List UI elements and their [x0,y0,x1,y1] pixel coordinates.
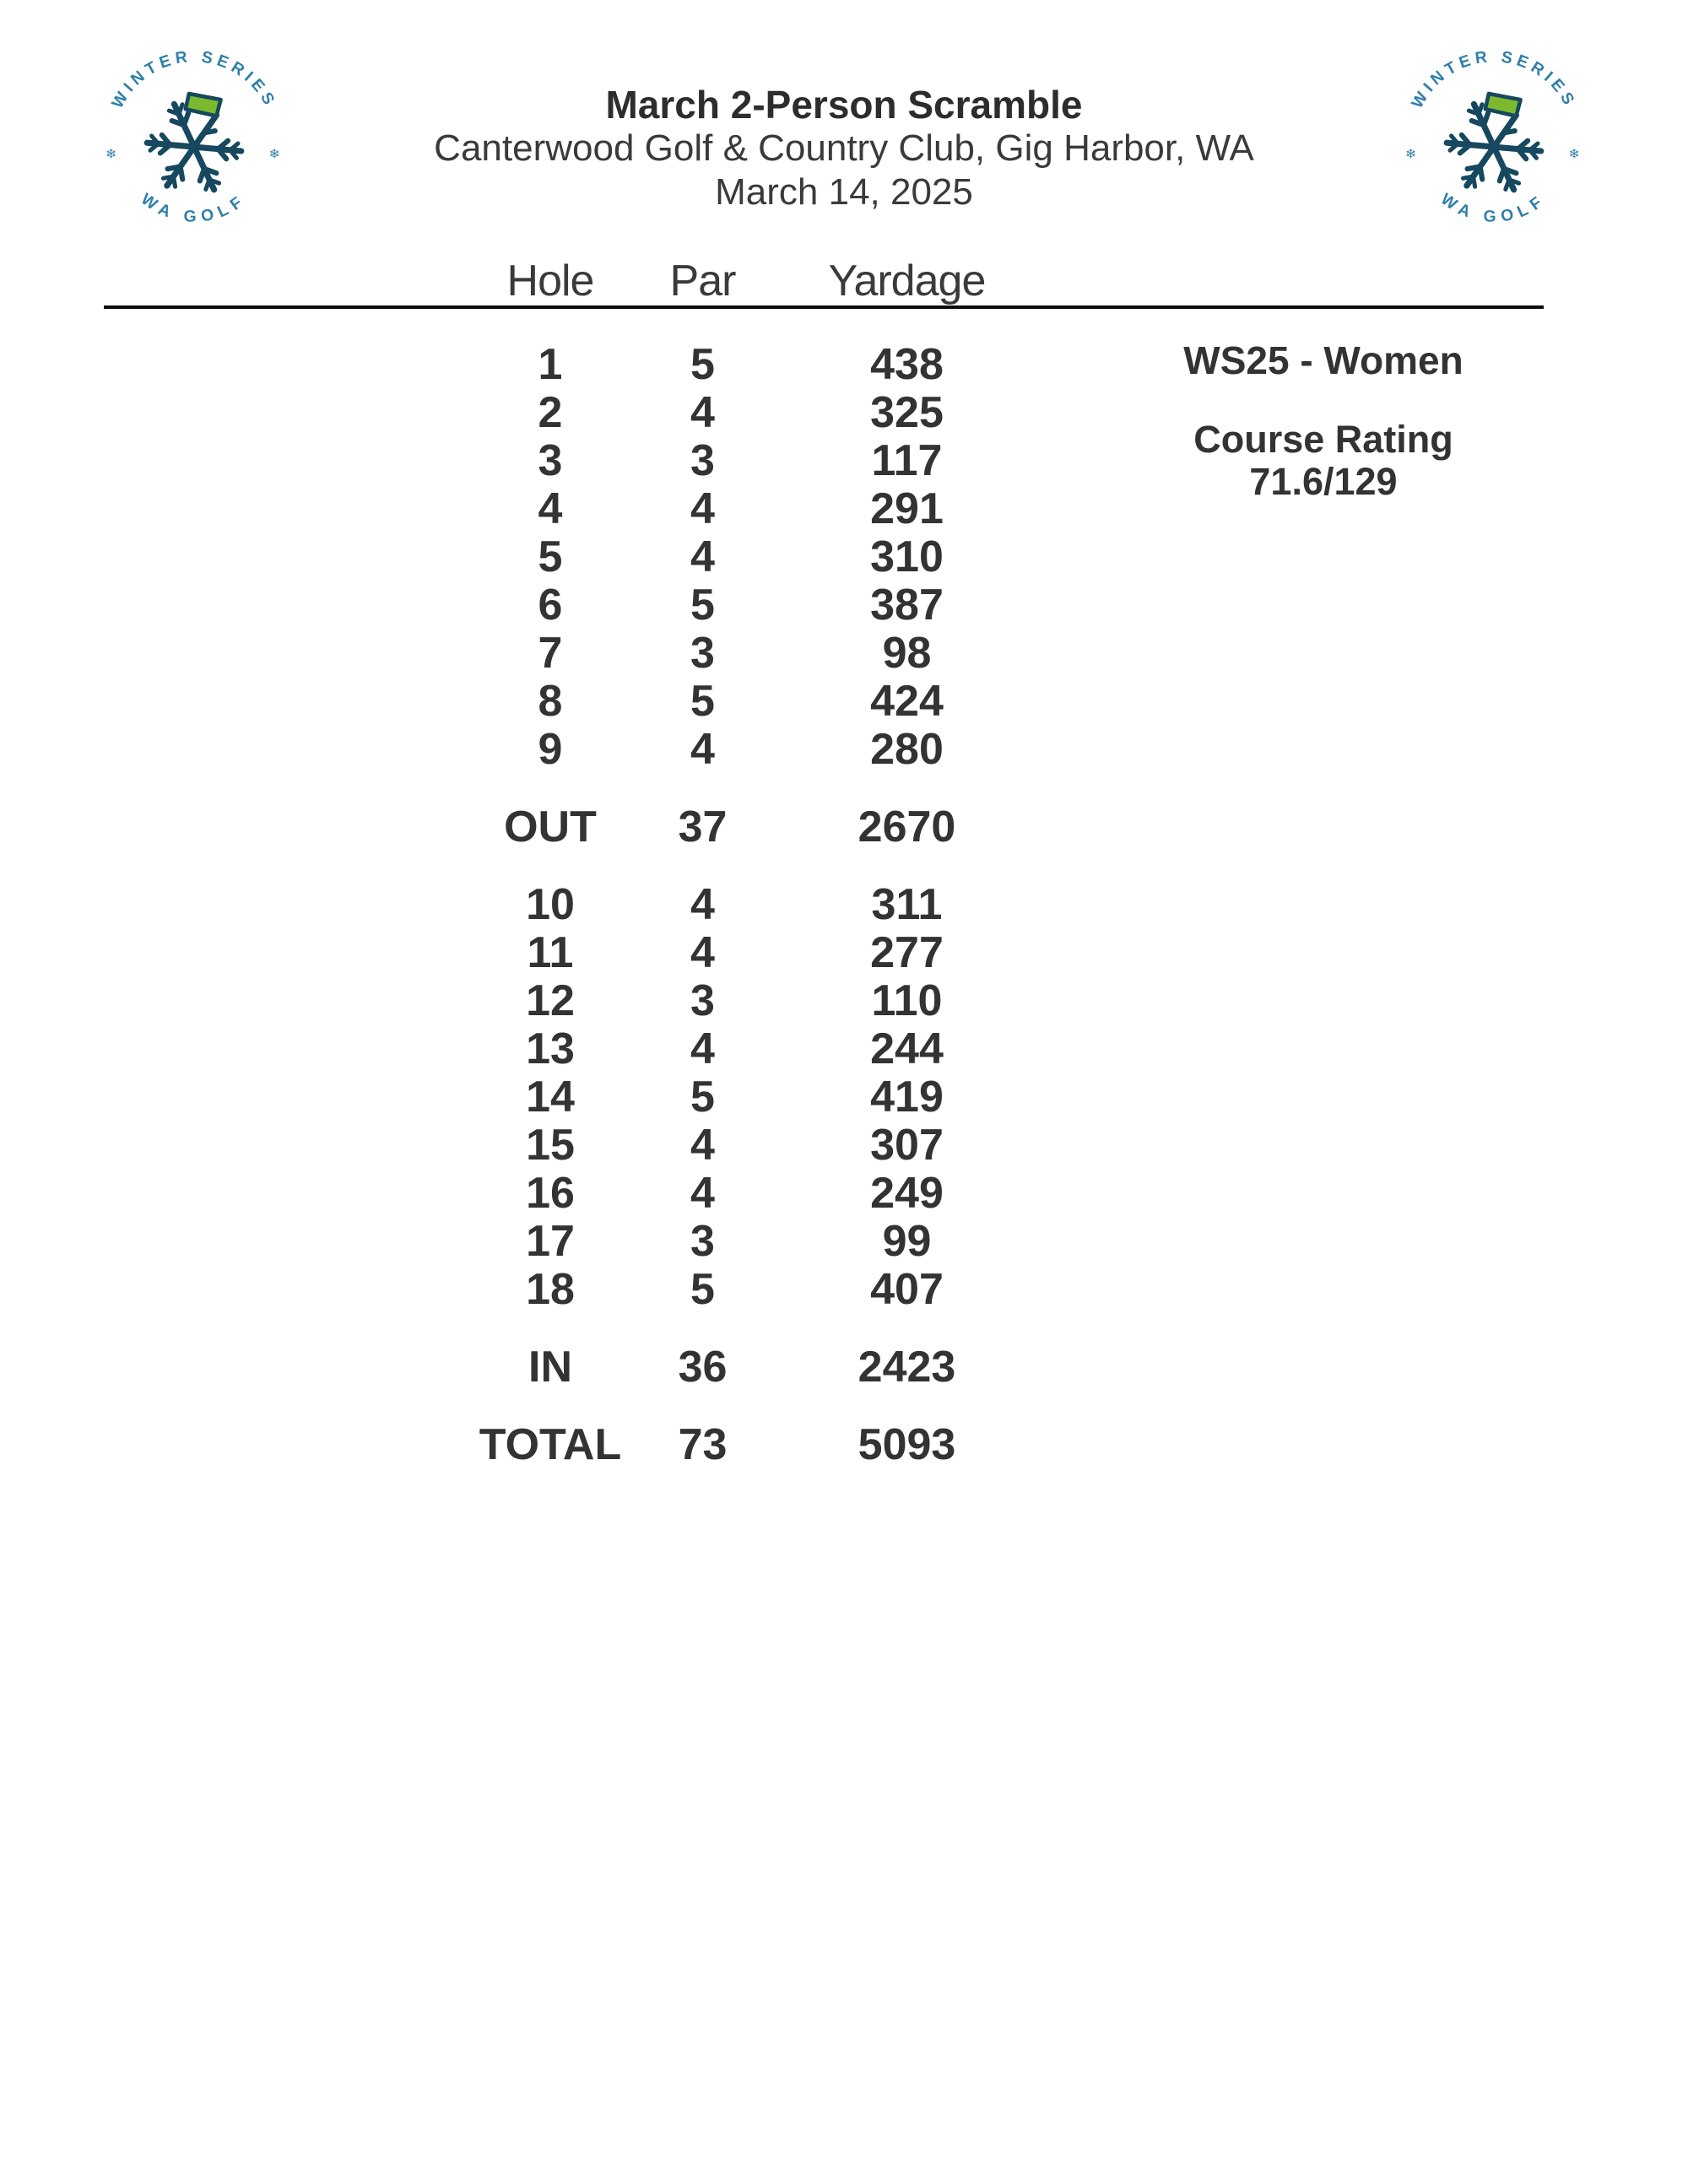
par-value: 4 [690,1169,715,1218]
hole-number: 2 [538,388,563,437]
par-value: 4 [690,484,715,533]
course-location: Canterwood Golf & Country Club, Gig Harbor, WA [434,127,1254,169]
table-row [466,485,1043,533]
yardage-value: 277 [870,928,944,977]
hole-number: 13 [526,1024,575,1073]
column-header-yardage: Yardage [828,257,986,305]
table-row-out-subtotal [466,803,1043,851]
par-value: 4 [690,880,715,929]
scorecard-column-headers [466,256,1043,306]
par-value: 5 [690,677,715,726]
table-row [466,1073,1043,1122]
par-value: 4 [690,725,715,774]
par-value: 5 [690,1265,715,1314]
in-label: IN [528,1343,572,1392]
table-row [466,630,1043,678]
logo-bottom-arc-text: WA GOLF [1437,189,1550,226]
snowflake-mark-left-icon: ❄ [106,147,116,162]
hole-number: 11 [527,928,574,977]
table-row [466,1170,1043,1218]
hole-number: 16 [526,1169,575,1218]
table-row [466,726,1043,774]
hole-number: 5 [538,532,563,581]
par-value: 4 [690,1121,715,1170]
table-row [466,1025,1043,1073]
column-header-hole: Hole [506,257,594,305]
hole-number: 6 [538,581,563,630]
yardage-value: 387 [870,581,944,630]
table-row [466,1218,1043,1266]
hole-number: 8 [538,677,563,726]
yardage-value: 5093 [858,1420,956,1469]
course-rating-label: Course Rating [1193,418,1453,461]
table-row [466,581,1043,630]
yardage-value: 280 [870,725,944,774]
hole-number: 15 [526,1121,575,1170]
par-value: 4 [690,532,715,581]
hole-number: 4 [538,484,563,533]
yardage-value: 407 [870,1265,944,1314]
yardage-value: 307 [870,1121,944,1170]
table-row [466,1266,1043,1314]
par-value: 36 [678,1343,728,1392]
yardage-value: 311 [871,880,943,929]
hole-number: 12 [526,976,575,1025]
event-title: March 2-Person Scramble [605,83,1083,127]
yardage-value: 291 [870,484,944,533]
column-header-par: Par [669,257,736,305]
table-row [466,678,1043,726]
yardage-value: 2423 [858,1343,956,1392]
table-row [466,977,1043,1025]
par-value: 4 [690,1024,715,1073]
yardage-value: 244 [870,1024,944,1073]
par-value: 3 [690,436,715,485]
table-row [466,1122,1043,1170]
table-row [466,437,1043,485]
event-date: March 14, 2025 [715,171,973,213]
yardage-value: 438 [870,340,944,389]
par-value: 3 [690,1217,715,1266]
course-rating-value: 71.6/129 [1249,460,1398,503]
yardage-value: 419 [870,1073,944,1122]
logo-top-arc-text: WINTER SERIES [108,47,280,112]
yardage-value: 249 [870,1169,944,1218]
table-row-in-subtotal [466,1343,1043,1392]
yardage-value: 2670 [858,803,956,851]
table-row [466,533,1043,581]
yardage-value: 98 [882,629,932,678]
par-value: 4 [690,388,715,437]
yardage-value: 424 [870,677,944,726]
hole-number: 9 [538,725,563,774]
division-label: WS25 - Women [1183,338,1463,382]
par-value: 3 [690,629,715,678]
table-row [466,929,1043,977]
logo-bottom-arc-text: WA GOLF [138,189,251,226]
total-label: TOTAL [479,1420,622,1469]
par-value: 37 [678,803,728,851]
hole-number: 10 [526,880,575,929]
yardage-value: 325 [870,388,944,437]
course-rating-block [1155,419,1492,503]
table-row [466,389,1043,437]
table-row [466,341,1043,389]
table-row [466,881,1043,929]
par-value: 3 [690,976,715,1025]
yardage-value: 310 [870,532,944,581]
snowflake-mark-left-icon: ❄ [1405,147,1416,162]
par-value: 5 [690,1073,715,1122]
yardage-value: 110 [871,976,943,1025]
hole-number: 14 [526,1073,575,1122]
hole-number: 18 [526,1265,575,1314]
yardage-value: 117 [871,436,943,485]
par-value: 5 [690,340,715,389]
hole-number: 3 [538,436,563,485]
scorecard-table [466,341,1043,1469]
yardage-value: 99 [882,1217,932,1266]
out-label: OUT [504,803,597,851]
hole-number: 1 [538,340,563,389]
header-divider-rule [104,305,1544,309]
logo-top-arc-text: WINTER SERIES [1408,47,1580,112]
par-value: 73 [678,1420,728,1469]
par-value: 5 [690,581,715,630]
table-row-total [466,1421,1043,1469]
hole-number: 7 [538,629,563,678]
hole-number: 17 [526,1217,575,1266]
par-value: 4 [690,928,715,977]
snowflake-mark-right-icon: ❄ [1568,147,1580,162]
document-header [0,83,1688,214]
snowflake-mark-right-icon: ❄ [268,147,280,162]
